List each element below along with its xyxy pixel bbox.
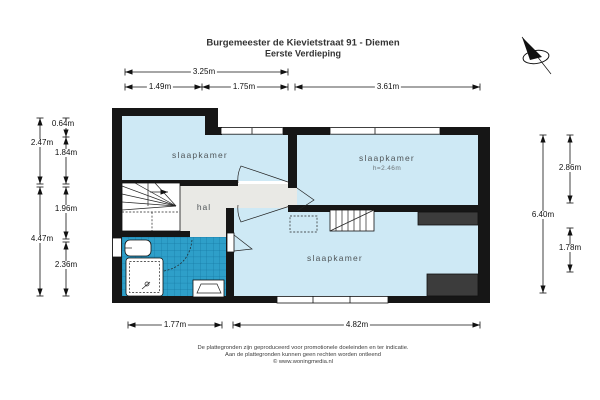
window-bottom xyxy=(277,296,388,303)
room-height-note: h=2.46m xyxy=(372,164,402,172)
dim-right-inner-2: 1.78m xyxy=(558,243,582,252)
dim-right-outer: 6.40m xyxy=(531,210,555,219)
room-label-hall: hal xyxy=(196,201,212,212)
window-top-right xyxy=(330,128,440,135)
dim-left-inner-4: 2.36m xyxy=(54,260,78,269)
dim-top-1: 1.49m xyxy=(148,82,172,91)
footer-disclaimer-1: De plattegronden zijn geproduceerd voor promotionele doeleinden en ter indicatie. xyxy=(197,345,409,352)
compass-north-icon xyxy=(522,37,551,74)
dim-bottom-2: 4.82m xyxy=(345,320,369,329)
dim-left-outer-1: 2.47m xyxy=(30,138,54,147)
page-subtitle: Eerste Verdieping xyxy=(264,48,342,59)
shower xyxy=(126,258,163,296)
footer-disclaimer-2: Aan de plattegronden kunnen geen rechten worden ontleend xyxy=(225,352,381,359)
dim-top-2: 1.75m xyxy=(232,82,256,91)
dim-bottom-1: 1.77m xyxy=(163,320,187,329)
door-leaf-bottom-bedroom xyxy=(227,233,234,252)
dim-left-inner-3: 1.96m xyxy=(54,204,78,213)
window-bathroom xyxy=(113,238,122,257)
dim-top-total: 3.25m xyxy=(192,67,216,76)
dim-top-3: 3.61m xyxy=(376,82,400,91)
room-label-bedroom-top-right: slaapkamer xyxy=(359,152,415,163)
dim-right-inner-1: 2.86m xyxy=(558,163,582,172)
room-label-bedroom-top-left: slaapkamer xyxy=(172,149,228,160)
dim-left-outer-2: 4.47m xyxy=(30,234,54,243)
footer-copyright: © www.woningmedia.nl xyxy=(272,359,334,366)
page-title: Burgemeester de Kievietstraat 91 - Diemen xyxy=(206,37,400,49)
staircase xyxy=(122,183,180,231)
dim-left-inner-1: 0.64m xyxy=(51,119,75,128)
room-label-bedroom-bottom: slaapkamer xyxy=(307,252,363,263)
dim-left-inner-2: 1.84m xyxy=(54,148,78,157)
